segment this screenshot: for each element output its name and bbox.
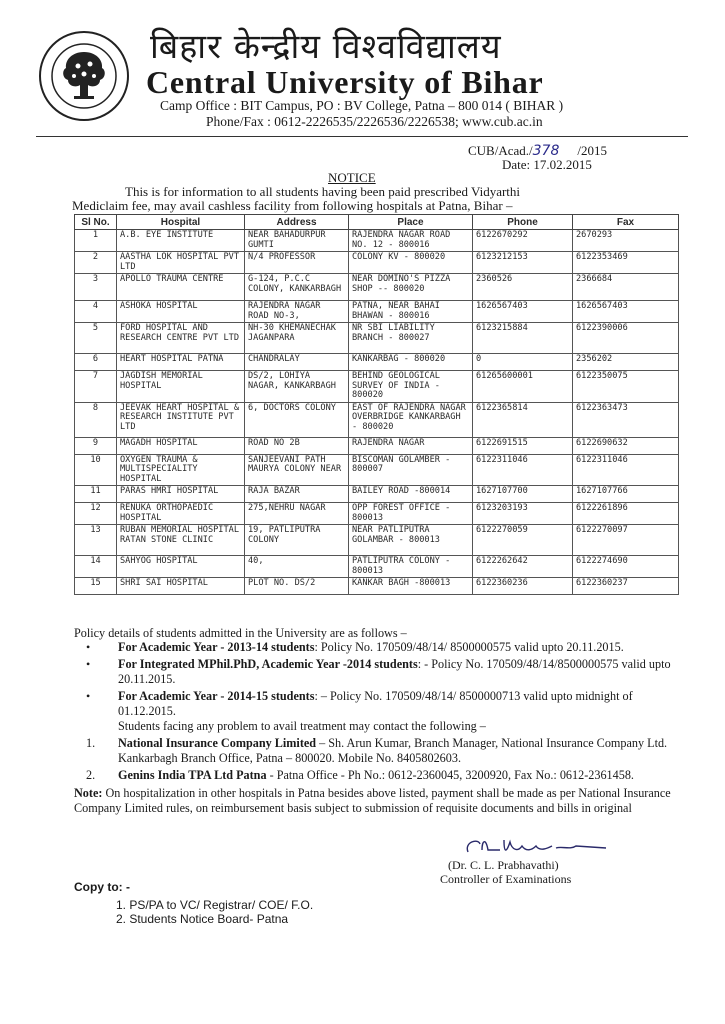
university-logo-icon: [38, 30, 130, 122]
phone-fax: Phone/Fax : 0612-2226535/2226536/2226538; www.cub.ac.in: [206, 114, 543, 129]
table-cell: RAJENDRA NAGAR ROAD NO. 12 - 800016: [349, 230, 473, 252]
table-cell: 1: [75, 230, 117, 252]
copy-to-item: 1. PS/PA to VC/ Registrar/ COE/ F.O.: [116, 898, 314, 912]
table-row: [75, 274, 679, 301]
table-cell: 1627107700: [473, 486, 573, 503]
table-cell: 12: [75, 503, 117, 525]
table-cell: 11: [75, 486, 117, 503]
table-row: [75, 371, 679, 403]
english-title: Central University of Bihar: [146, 64, 544, 100]
table-row: [75, 503, 679, 525]
table-cell: BISCOMAN GOLAMBER - 800007: [349, 454, 473, 486]
signatory-name: (Dr. C. L. Prabhavathi): [448, 858, 559, 872]
table-row: [75, 486, 679, 503]
table-row: [75, 525, 679, 556]
table-row: [75, 578, 679, 595]
table-cell: 6122365814: [473, 402, 573, 437]
table-cell: 6122261896: [573, 503, 679, 525]
table-cell: 3: [75, 274, 117, 301]
reference-suffix: /2015: [577, 143, 607, 158]
table-cell: PATLIPUTRA COLONY - 800013: [349, 556, 473, 578]
camp-office: Camp Office : BIT Campus, PO : BV College, Patna – 800 014 ( BIHAR ): [160, 98, 564, 113]
table-cell: NEAR BAHADURPUR GUMTI: [245, 230, 349, 252]
table-cell: 9: [75, 437, 117, 454]
table-cell: 6122360236: [473, 578, 573, 595]
table-header-cell: Fax: [573, 215, 679, 230]
table-cell: PLOT NO. DS/2: [245, 578, 349, 595]
table-cell: 13: [75, 525, 117, 556]
table-cell: RAJA BAZAR: [245, 486, 349, 503]
table-cell: SHRI SAI HOSPITAL: [117, 578, 245, 595]
table-cell: 6122350075: [573, 371, 679, 403]
table-cell: 4: [75, 301, 117, 323]
contact-item: 2. Genins India TPA Ltd Patna - Patna Office - Ph No.: 0612-2360045, 3200920, Fax No.: 0612-2361458.: [86, 768, 634, 782]
table-cell: DS/2, LOHIYA NAGAR, KANKARBAGH: [245, 371, 349, 403]
table-cell: NEAR PATLIPUTRA GOLAMBAR - 800013: [349, 525, 473, 556]
table-cell: RAJENDRA NAGAR ROAD NO-3,: [245, 301, 349, 323]
table-cell: 8: [75, 402, 117, 437]
note-paragraph: Note: On hospitalization in other hospitals in Patna besides above listed, payment shall be made as per National Insurance Company Limited rules, on reimbursement basis subject to submission of requisite documents and bills in original: [74, 786, 671, 815]
policy-bullet: • For Integrated MPhil.PhD, Academic Year -2014 students: - Policy No. 170509/48/14/8500000575 valid upto 20.11.2015.: [86, 657, 671, 686]
reference-prefix: CUB/Acad./: [468, 143, 533, 158]
table-cell: ASHOKA HOSPITAL: [117, 301, 245, 323]
table-cell: RENUKA ORTHOPAEDIC HOSPITAL: [117, 503, 245, 525]
table-cell: NR SBI LIABILITY BRANCH - 800027: [349, 323, 473, 354]
table-cell: 7: [75, 371, 117, 403]
table-cell: 61265600001: [473, 371, 573, 403]
table-cell: 6122270059: [473, 525, 573, 556]
table-row: [75, 556, 679, 578]
reference-handwritten-number: 378: [532, 143, 560, 159]
copy-to-item: 2. Students Notice Board- Patna: [116, 912, 289, 926]
table-cell: 6123203193: [473, 503, 573, 525]
bullet-icon: •: [86, 689, 91, 703]
table-cell: 2670293: [573, 230, 679, 252]
table-cell: HEART HOSPITAL PATNA: [117, 354, 245, 371]
table-cell: 5: [75, 323, 117, 354]
table-cell: RUBAN MEMORIAL HOSPITAL RATAN STONE CLINIC: [117, 525, 245, 556]
table-cell: 6122262642: [473, 556, 573, 578]
table-cell: 6122274690: [573, 556, 679, 578]
table-cell: 6: [75, 354, 117, 371]
table-cell: 2366684: [573, 274, 679, 301]
table-cell: NH-30 KHEMANECHAK JAGANPARA: [245, 323, 349, 354]
intro-line-2: Mediclaim fee, may avail cashless facility from following hospitals at Patna, Bihar –: [72, 198, 513, 213]
table-cell: CHANDRALAY: [245, 354, 349, 371]
table-header-cell: Place: [349, 215, 473, 230]
table-cell: 6123212153: [473, 252, 573, 274]
table-row: [75, 252, 679, 274]
table-cell: KANKARBAG - 800020: [349, 354, 473, 371]
policy-bullet: • For Academic Year - 2014-15 students: – Policy No. 170509/48/14/ 8500000713 valid upto midnight of 01.12.2015.: [86, 689, 633, 718]
table-cell: PATNA, NEAR BAHAI BHAWAN - 800016: [349, 301, 473, 323]
policy-bullet-list: [86, 640, 686, 783]
table-cell: 10: [75, 454, 117, 486]
table-header-row: [75, 215, 679, 230]
table-cell: N/4 PROFESSOR: [245, 252, 349, 274]
table-cell: RAJENDRA NAGAR: [349, 437, 473, 454]
table-cell: 6122363473: [573, 402, 679, 437]
table-row: [75, 323, 679, 354]
table-cell: 2: [75, 252, 117, 274]
table-cell: 6122691515: [473, 437, 573, 454]
table-cell: 6122311046: [573, 454, 679, 486]
table-cell: 6, DOCTORS COLONY: [245, 402, 349, 437]
table-cell: 275,NEHRU NAGAR: [245, 503, 349, 525]
table-cell: COLONY KV - 800020: [349, 252, 473, 274]
table-cell: PARAS HMRI HOSPITAL: [117, 486, 245, 503]
table-cell: 1627107766: [573, 486, 679, 503]
intro-line-1: This is for information to all students having been paid prescribed Vidyarthi: [125, 184, 521, 199]
contact-intro: Students facing any problem to avail treatment may contact the following –: [118, 719, 486, 733]
table-cell: BEHIND GEOLOGICAL SURVEY OF INDIA - 800020: [349, 371, 473, 403]
bullet-icon: •: [86, 657, 91, 671]
table-cell: 14: [75, 556, 117, 578]
table-cell: 6122353469: [573, 252, 679, 274]
table-cell: KANKAR BAGH -800013: [349, 578, 473, 595]
table-cell: NEAR DOMINO'S PIZZA SHOP -- 800020: [349, 274, 473, 301]
policy-bullet: • For Academic Year - 2013-14 students: Policy No. 170509/48/14/ 8500000575 valid upto 20.11.2015.: [86, 640, 624, 654]
table-row: [75, 354, 679, 371]
hindi-title: बिहार केन्द्रीय विश्वविद्यालय: [150, 27, 502, 67]
table-cell: OXYGEN TRAUMA & MULTISPECIALITY HOSPITAL: [117, 454, 245, 486]
table-cell: A.B. EYE INSTITUTE: [117, 230, 245, 252]
table-cell: EAST OF RAJENDRA NAGAR OVERBRIDGE KANKARBAGH - 800020: [349, 402, 473, 437]
table-cell: 19, PATLIPUTRA COLONY: [245, 525, 349, 556]
table-cell: JEEVAK HEART HOSPITAL & RESEARCH INSTITUTE PVT LTD: [117, 402, 245, 437]
table-cell: 6122690632: [573, 437, 679, 454]
table-cell: 0: [473, 354, 573, 371]
table-cell: 6122390006: [573, 323, 679, 354]
header-divider: [36, 136, 688, 137]
table-cell: APOLLO TRAUMA CENTRE: [117, 274, 245, 301]
table-cell: 15: [75, 578, 117, 595]
table-cell: FORD HOSPITAL AND RESEARCH CENTRE PVT LTD: [117, 323, 245, 354]
table-cell: OPP FOREST OFFICE - 800013: [349, 503, 473, 525]
table-header-cell: Phone: [473, 215, 573, 230]
table-cell: SAHYOG HOSPITAL: [117, 556, 245, 578]
table-row: [75, 402, 679, 437]
table-cell: 40,: [245, 556, 349, 578]
table-header-cell: Address: [245, 215, 349, 230]
copy-to-label: Copy to: -: [74, 880, 130, 894]
table-cell: 2360526: [473, 274, 573, 301]
table-cell: BAILEY ROAD -800014: [349, 486, 473, 503]
table-cell: ROAD NO 2B: [245, 437, 349, 454]
table-header-cell: Sl No.: [75, 215, 117, 230]
notice-title: NOTICE: [328, 170, 376, 185]
table-cell: 6122360237: [573, 578, 679, 595]
table-cell: JAGDISH MEMORIAL HOSPITAL: [117, 371, 245, 403]
table-cell: G-124, P.C.C COLONY, KANKARBAGH: [245, 274, 349, 301]
table-row: [75, 454, 679, 486]
bullet-icon: •: [86, 640, 91, 654]
signatory-designation: Controller of Examinations: [440, 872, 572, 886]
table-cell: 6123215884: [473, 323, 573, 354]
hospital-table: [74, 214, 679, 595]
table-cell: 2356202: [573, 354, 679, 371]
table-row: [75, 437, 679, 454]
table-cell: MAGADH HOSPITAL: [117, 437, 245, 454]
notice-date: Date: 17.02.2015: [502, 157, 592, 172]
table-header-cell: Hospital: [117, 215, 245, 230]
table-cell: 1626567403: [473, 301, 573, 323]
table-row: [75, 230, 679, 252]
table-cell: 1626567403: [573, 301, 679, 323]
table-cell: 6122270097: [573, 525, 679, 556]
table-cell: AASTHA LOK HOSPITAL PVT LTD: [117, 252, 245, 274]
table-cell: 6122670292: [473, 230, 573, 252]
table-cell: 6122311046: [473, 454, 573, 486]
contact-item: 1. National Insurance Company Limited – Sh. Arun Kumar, Branch Manager, National Insurance Company Ltd. Kankarbagh Branch Office, Patna – 800020. Mobile No. 8405802603.: [86, 736, 668, 765]
table-cell: SANJEEVANI PATH MAURYA COLONY NEAR: [245, 454, 349, 486]
table-row: [75, 301, 679, 323]
policy-intro: Policy details of students admitted in the University are as follows –: [74, 626, 407, 640]
